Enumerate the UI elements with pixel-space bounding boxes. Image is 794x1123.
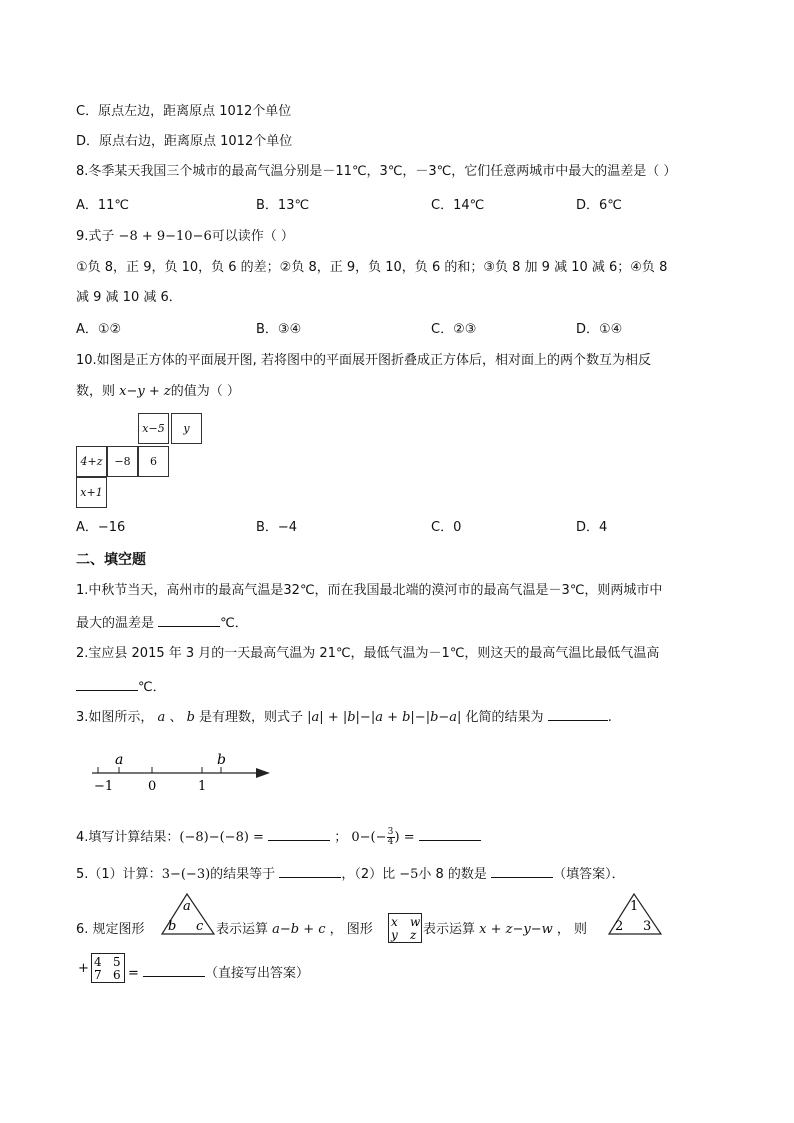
q9-stem [76, 228, 294, 246]
f2-suffix: ℃． [138, 680, 166, 695]
q8-option-c: C．14℃ [431, 198, 485, 213]
f5-end: （填答案）． [553, 867, 625, 882]
f6-op2: x + z−y−w [479, 922, 553, 937]
f3-prefix: 3.如图所示， [76, 710, 158, 725]
f4-answer-blank-1[interactable] [268, 826, 330, 841]
f1-answer-blank[interactable] [158, 612, 220, 627]
f1-suffix: ℃． [220, 616, 248, 631]
f4-expr1: (−8)−(−8) = [179, 830, 264, 845]
square-label-z: z [410, 928, 417, 942]
f1-line2 [76, 612, 248, 633]
q9-option-a: A．①② [76, 322, 122, 337]
f2-answer-blank[interactable] [76, 676, 138, 691]
f4-expr2-a: 0−(− [351, 830, 387, 845]
f3-answer-blank[interactable] [548, 706, 608, 721]
square2-label-5: 5 [113, 955, 121, 969]
f4-sep: ； [334, 830, 348, 845]
f5-answer-blank-2[interactable] [491, 863, 553, 878]
square2-label-4: 4 [94, 955, 102, 969]
q10-stem-prefix: 数，则 [76, 384, 120, 399]
q9-choices-line1: ①负 8，正 9，负 10，负 6 的差；②负 8，正 9，负 10，负 6 的和；③负 8 加 9 减 10 减 6；④负 8 [76, 260, 668, 275]
q7-option-c: C．原点左边，距离原点 1012个单位 [76, 104, 292, 119]
f4-prefix: 4.填写计算结果： [76, 830, 180, 845]
f5-part2-suffix: 小 8 的数是 [418, 867, 492, 882]
f4-stem [76, 826, 481, 850]
f6-op1: a−b + c [272, 922, 326, 937]
f3-mid1: 、 [165, 710, 187, 725]
q8-option-b: B．13℃ [256, 198, 310, 213]
triangle-label-c: c [196, 919, 204, 934]
label-0: 0 [148, 779, 157, 794]
label-b: b [217, 752, 226, 768]
f1-prefix: 最大的温差是 [76, 616, 159, 631]
triangle2-label-2: 2 [615, 919, 624, 934]
square2-label-6: 6 [113, 968, 121, 982]
f4-fraction [387, 828, 395, 847]
f6-text2: ， 图形 [325, 922, 373, 937]
f6-text4: ， 则 [552, 922, 588, 937]
q9-option-c: C．②③ [431, 322, 477, 337]
f6-text3: 表示运算 [423, 922, 480, 937]
f5-part2-prefix: ，（2）比 [341, 867, 400, 882]
f2-line2 [76, 676, 166, 697]
f4-answer-blank-2[interactable] [419, 826, 481, 841]
triangle-123-figure [607, 892, 663, 936]
section-title-fill-in: 二、填空题 [76, 552, 146, 568]
q9-option-b: B．③④ [256, 322, 302, 337]
q10-stem-line1: 10.如图是正方体的平面展开图, 若将图中的平面展开图折叠成正方体后，相对面上的两个数互为相反 [76, 353, 651, 368]
number-line-figure [84, 748, 284, 794]
f6-answer-blank[interactable] [143, 962, 205, 977]
f5-part1-prefix: 5.（1）计算： [76, 867, 162, 882]
f4-fraction-numerator: 3 [387, 827, 394, 837]
cube-face-x-plus-1: x+1 [76, 477, 107, 508]
f4-fraction-denominator: 4 [387, 837, 394, 847]
q10-expression: x−y + z [119, 384, 171, 399]
square-label-y: y [391, 928, 398, 942]
q10-stem-suffix: 的值为（ ） [170, 384, 240, 399]
f3-mid2: 是有理数，则式子 [194, 710, 308, 725]
q10-option-a: A．−16 [76, 520, 126, 535]
f6-op2-text [423, 921, 587, 939]
label-1: 1 [198, 779, 207, 794]
f6-answer-line [128, 962, 309, 983]
number-line-arrow [256, 768, 270, 778]
q9-choices-line2: 减 9 减 10 减 6． [76, 290, 182, 305]
f6-op1-text [216, 921, 373, 939]
cube-face-6: 6 [138, 446, 169, 477]
f3-var-b: b [186, 710, 195, 725]
f2-line1: 2.宝应县 2015 年 3 月的一天最高气温为 21℃，最低气温为－1℃，则这天的最高气温比最低气温高 [76, 646, 660, 661]
f3-var-a: a [157, 710, 166, 725]
f5-part1-suffix: 的结果等于 [210, 867, 280, 882]
q8-stem: 8.冬季某天我国三个城市的最高气温分别是－11℃，3℃，－3℃，它们任意两城市中最大的温差是（ ） [76, 164, 677, 179]
triangle2-label-1: 1 [630, 899, 639, 914]
f3-suffix: 化简的结果为 [461, 710, 548, 725]
cube-face-minus-8: −8 [107, 446, 138, 477]
cube-face-x-minus-5: x−5 [138, 413, 169, 444]
triangle-label-b: b [168, 919, 177, 934]
cube-face-4-plus-z: 4+z [76, 446, 107, 477]
square-label-x: x [391, 915, 398, 929]
q10-option-b: B．−4 [256, 520, 298, 535]
f5-stem [76, 863, 625, 884]
q7-option-d: D．原点右边，距离原点 1012个单位 [76, 134, 293, 149]
q8-option-a: A．11℃ [76, 198, 130, 213]
f6-plus-sign: + [78, 961, 89, 976]
f3-expression: |a| + |b|−|a + b|−|b−a| [307, 710, 462, 725]
f1-line1: 1.中秋节当天，高州市的最高气温是32℃，而在我国最北端的漠河市的最高气温是－3℃，则两城市中 [76, 583, 663, 598]
f3-end: . [607, 710, 612, 725]
f3-stem [76, 706, 612, 727]
q9-option-d: D．①④ [576, 322, 623, 337]
triangle-label-a: a [183, 899, 191, 914]
f6-end: （直接写出答案） [205, 966, 310, 981]
triangle-abc-figure [160, 892, 216, 936]
square2-label-7: 7 [94, 968, 102, 982]
label-a: a [115, 752, 124, 768]
f6-prefix: 6. 规定图形 [76, 922, 145, 937]
square-xwyz-figure [388, 913, 422, 943]
f6-equals: = [128, 966, 139, 981]
f5-part1-expr: 3−(−3) [161, 867, 211, 882]
f5-answer-blank-1[interactable] [279, 863, 341, 878]
q9-expression: −8 + 9−10−6 [118, 229, 212, 244]
cube-face-y: y [171, 413, 202, 444]
label-minus-1: −1 [94, 779, 114, 794]
f6-text1: 表示运算 [216, 922, 273, 937]
q9-stem-suffix: 可以读作（ ） [211, 229, 294, 244]
square-4576-figure [91, 953, 125, 983]
q8-option-d: D．6℃ [576, 198, 622, 213]
q10-option-c: C．0 [431, 520, 462, 535]
f4-expr2-b: ) = [394, 830, 415, 845]
triangle2-label-3: 3 [643, 919, 652, 934]
q10-stem-line2 [76, 383, 240, 401]
q10-option-d: D．4 [576, 520, 608, 535]
q9-stem-prefix: 9.式子 [76, 229, 119, 244]
square-label-w: w [410, 915, 421, 929]
f5-part2-expr: −5 [399, 867, 419, 882]
